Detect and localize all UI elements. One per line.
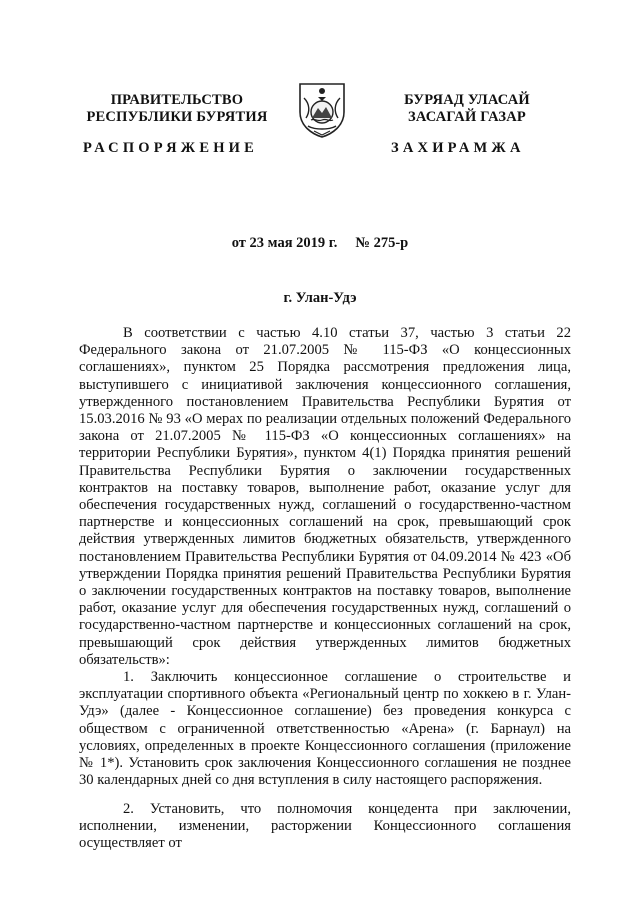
header-left-line-2: РЕСПУБЛИКИ БУРЯТИЯ bbox=[86, 109, 268, 125]
document-city: г. Улан-Удэ bbox=[283, 290, 357, 306]
republic-of-buryatia-coat-of-arms-icon bbox=[296, 78, 348, 138]
paragraph-item-2 bbox=[79, 801, 571, 853]
paragraph-item-1 bbox=[79, 669, 571, 789]
paragraph-text: В соответствии с частью 4.10 статьи 37, частью 3 статьи 22 Федерального закона от 21.07.2005 № 115-ФЗ «О концессионных соглашениях», пунктом 25 Порядка рассмотрения предложения лица, выступившего с инициативой заключения концессионного соглашения, утвержденного постановлением Правительства Республики Бурятия от 15.03.2016 № 93 «О мерах по реализации отдельных положений Федерального закона от 21.07.2005 № 115-ФЗ «О концессионных соглашениях» на территории Республики Бурятия», пунктом 4(1) Порядка принятия решений Правительства Республики Бурятия о заключении государственных контрактов на поставку товаров, выполнение работ, оказание услуг для обеспечения государственных нужд, соглашений о государственно-частном партнерстве и концессионных соглашений на срок, превышающий срок действия утвержденных лимитов бюджетных обязательств, утвержденного постановлением Правительства Республики Бурятия от 04.09.2014 № 423 «Об утверждении Порядка принятия решений Правительства Республики Бурятия о заключении государственных контрактов на поставку товаров, выполнение работ, оказание услуг для обеспечения государственных нужд, соглашений о государственно-частном партнерстве и концессионных соглашений на срок, превышающий срок действия утвержденных лимитов бюджетных обязательств»: bbox=[79, 325, 571, 668]
paragraph-text: 2. Установить, что полномочия концедента при заключении, исполнении, изменении, расторжении Концессионного соглашения осуществляет от bbox=[79, 801, 571, 852]
document-type-russian: РАСПОРЯЖЕНИЕ bbox=[83, 140, 259, 156]
document-date: от 23 мая 2019 г. bbox=[231, 235, 338, 251]
header-right-line-1: БУРЯАД УЛАСАЙ bbox=[404, 92, 530, 108]
government-name-russian bbox=[62, 92, 292, 126]
document-date-number bbox=[0, 235, 640, 252]
document-number: № 275-р bbox=[355, 235, 409, 251]
government-name-buryat bbox=[352, 92, 582, 126]
paragraph-text: 1. Заключить концессионное соглашение о строительстве и эксплуатации спортивного объекта «Региональный центр по хоккею в г. Улан-Удэ» (далее - Концессионное соглашение) без проведения конкурса с обществом с ограниченной ответственностью «Арена» (г. Барнаул) на условиях, определенных в проекте Концессионного соглашения (приложение № 1*). Установить срок заключения Концессионного соглашения не позднее 30 календарных дней со дня вступления в силу настоящего распоряжения. bbox=[79, 669, 571, 789]
paragraph-preamble bbox=[79, 325, 571, 669]
header-right-line-2: ЗАСАГАЙ ГАЗАР bbox=[408, 109, 526, 125]
document-type-buryat: ЗАХИРАМЖА bbox=[391, 140, 525, 156]
header-left-line-1: ПРАВИТЕЛЬСТВО bbox=[110, 92, 244, 108]
